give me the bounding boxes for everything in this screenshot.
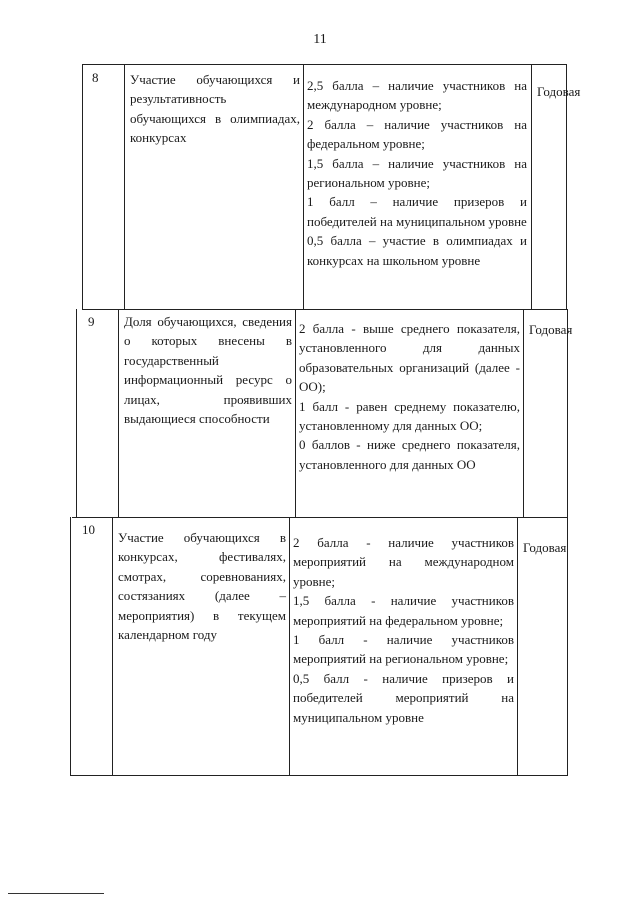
criteria-item: 2 балла - наличие участников мероприятий на международном уровне; bbox=[293, 535, 514, 589]
column-divider bbox=[289, 517, 290, 776]
criteria-item: 2 балла – наличие участников на федеральном уровне; bbox=[307, 116, 527, 152]
criteria-item: 1,5 балла – наличие участников на региональном уровне; bbox=[307, 155, 527, 191]
period-cell: Годовая bbox=[529, 322, 573, 337]
indicator-text: Участие обучающихся в конкурсах, фестивалях, смотрах, соревнованиях, состязаниях (далее – мероприятия) в текущем календарном году bbox=[118, 530, 286, 643]
row-divider bbox=[82, 309, 566, 310]
column-divider bbox=[517, 517, 518, 776]
row-number: 9 bbox=[88, 314, 95, 329]
table-border-bottom bbox=[70, 775, 568, 776]
period-cell: Годовая bbox=[537, 84, 581, 99]
criteria-cell bbox=[293, 533, 514, 727]
criteria-item: 1 балл - равен среднему показателю, установленному для данных ОО; bbox=[299, 398, 520, 434]
table-border-left bbox=[76, 309, 77, 518]
indicator-cell bbox=[118, 528, 286, 644]
indicator-cell bbox=[130, 70, 300, 148]
criteria-item: 1,5 балла - наличие участников мероприятий на федеральном уровне; bbox=[293, 593, 514, 628]
indicator-text: Доля обучающихся, сведения о которых внесены в государственный информационный ресурс о лицах, проявивших выдающиеся способности bbox=[124, 314, 292, 427]
table-border-right bbox=[567, 309, 568, 776]
column-divider bbox=[531, 64, 532, 310]
column-divider bbox=[295, 309, 296, 518]
indicator-text: Участие обучающихся и результативность обучающихся в олимпиадах, конкурсах bbox=[130, 72, 300, 146]
criteria-item: 0 баллов - ниже среднего показателя, установленного для данных ОО bbox=[299, 437, 520, 472]
criteria-item: 0,5 балл - наличие призеров и победителей мероприятий на муниципальном уровне bbox=[293, 670, 514, 725]
column-divider bbox=[124, 64, 125, 310]
column-divider bbox=[303, 64, 304, 310]
row-divider bbox=[72, 517, 568, 518]
table-border-left bbox=[70, 517, 71, 776]
criteria-item: 1 балл - наличие участников мероприятий на региональном уровне; bbox=[293, 632, 514, 667]
criteria-item: 0,5 балла – участие в олимпиадах и конкурсах на школьном уровне bbox=[307, 233, 527, 268]
footnote-rule bbox=[8, 893, 104, 894]
indicator-cell bbox=[124, 312, 292, 428]
table-border-left bbox=[82, 64, 83, 310]
column-divider bbox=[112, 517, 113, 776]
row-number: 8 bbox=[92, 70, 99, 85]
criteria-cell bbox=[307, 76, 527, 270]
criteria-item: 1 балл – наличие призеров и победителей на муниципальном уровне bbox=[307, 194, 527, 229]
row-number: 10 bbox=[82, 522, 95, 537]
criteria-item: 2 балла - выше среднего показателя, установленного для данных образовательных организаций (далее - ОО); bbox=[299, 321, 520, 395]
criteria-cell bbox=[299, 319, 520, 474]
page-number: 11 bbox=[313, 32, 327, 47]
period-cell: Годовая bbox=[523, 540, 567, 555]
column-divider bbox=[118, 309, 119, 518]
column-divider bbox=[523, 309, 524, 518]
criteria-item: 2,5 балла – наличие участников на международном уровне; bbox=[307, 78, 527, 113]
table-border-top bbox=[82, 64, 566, 65]
